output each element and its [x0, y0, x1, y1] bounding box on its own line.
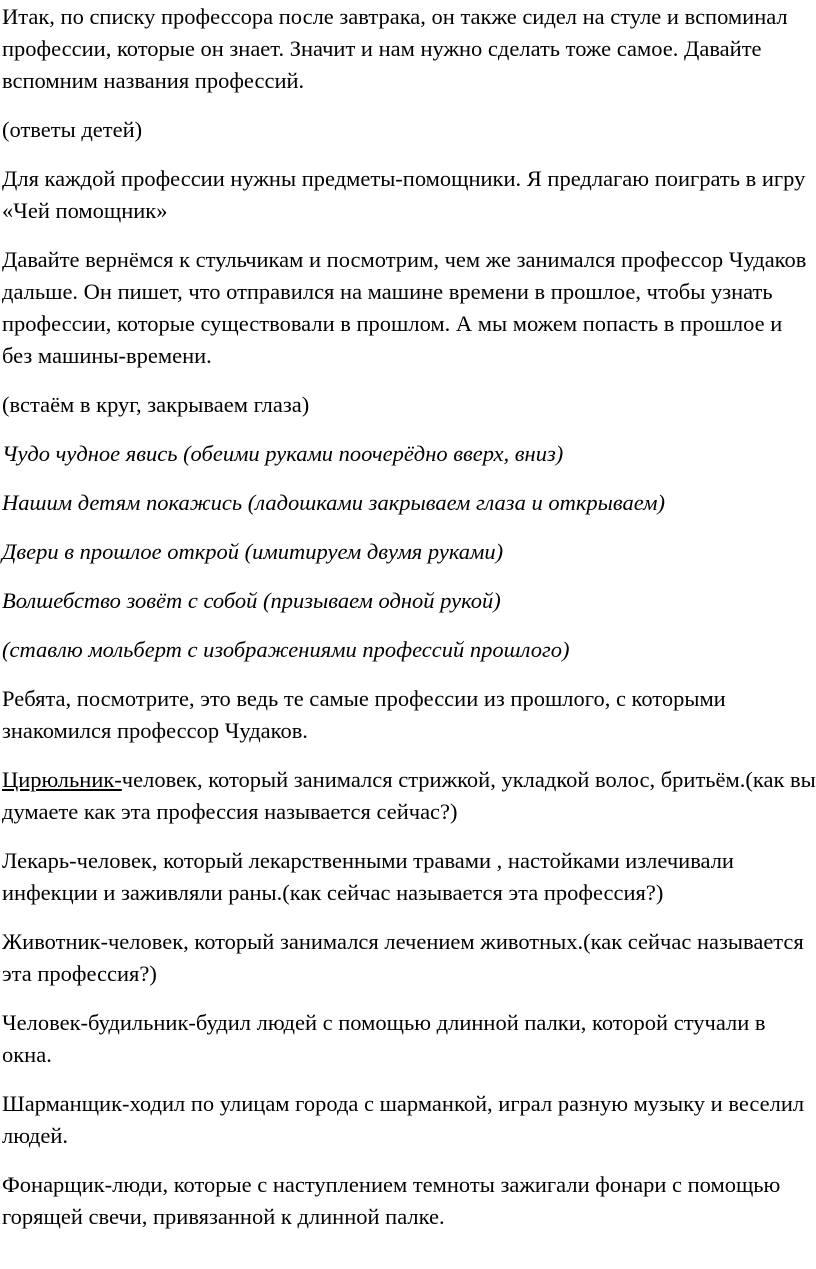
paragraph-vet: Животник-человек, который занимался лечением животных.(как сейчас называется эта профессия?) — [2, 929, 804, 986]
poem-line-3: Двери в прошлое открой (имитируем двумя руками) — [2, 539, 504, 564]
paragraph-easel: (ставлю мольберт с изображениями профессий прошлого) — [2, 637, 570, 662]
document-page — [0, 1, 816, 1269]
poem-line-2: Нашим детям покажись (ладошками закрываем глаза и открываем) — [2, 490, 665, 515]
term-barber: Цирюльник- — [2, 767, 122, 792]
paragraph-time-travel: Давайте вернёмся к стульчикам и посмотрим, чем же занимался профессор Чудаков дальше. Он пишет, что отправился на машине времени в прошлое, чтобы узнать профессии, которые существовали в прошлом. А мы можем попасть в прошлое и без машины-времени. — [2, 247, 807, 368]
poem-line-4: Волшебство зовёт с собой (призываем одной рукой) — [2, 588, 501, 613]
paragraph-circle: (встаём в круг, закрываем глаза) — [2, 392, 310, 417]
paragraph-children-answers: (ответы детей) — [2, 117, 143, 142]
paragraph-alarm-man: Человек-будильник-будил людей с помощью длинной палки, которой стучали в окна. — [2, 1010, 766, 1067]
paragraph-lamplighter: Фонарщик-люди, которые с наступлением темноты зажигали фонари с помощью горящей свечи, привязанной к длинной палке. — [2, 1172, 781, 1229]
paragraph-intro: Итак, по списку профессора после завтрака, он также сидел на стуле и вспоминал профессии, которые он знает. Значит и нам нужно сделать тоже самое. Давайте вспомним названия профессий. — [2, 4, 788, 93]
paragraph-barber — [2, 764, 816, 828]
poem-line-1: Чудо чудное явись (обеими руками поочерёдно вверх, вниз) — [2, 441, 564, 466]
paragraph-healer: Лекарь-человек, который лекарственными травами , настойками излечивали инфекции и заживляли раны.(как сейчас называется эта профессия?) — [2, 848, 734, 905]
paragraph-professions-intro: Ребята, посмотрите, это ведь те самые профессии из прошлого, с которыми знакомился профессор Чудаков. — [2, 686, 726, 743]
paragraph-organ-grinder: Шарманщик-ходил по улицам города с шарманкой, играл разную музыку и веселил людей. — [2, 1091, 805, 1148]
paragraph-game: Для каждой профессии нужны предметы-помощники. Я предлагаю поиграть в игру «Чей помощник» — [2, 166, 806, 223]
barber-description: человек, который занимался стрижкой, укладкой волос, бритьём.(как вы думаете как эта профессия называется сейчас?) — [2, 767, 816, 824]
